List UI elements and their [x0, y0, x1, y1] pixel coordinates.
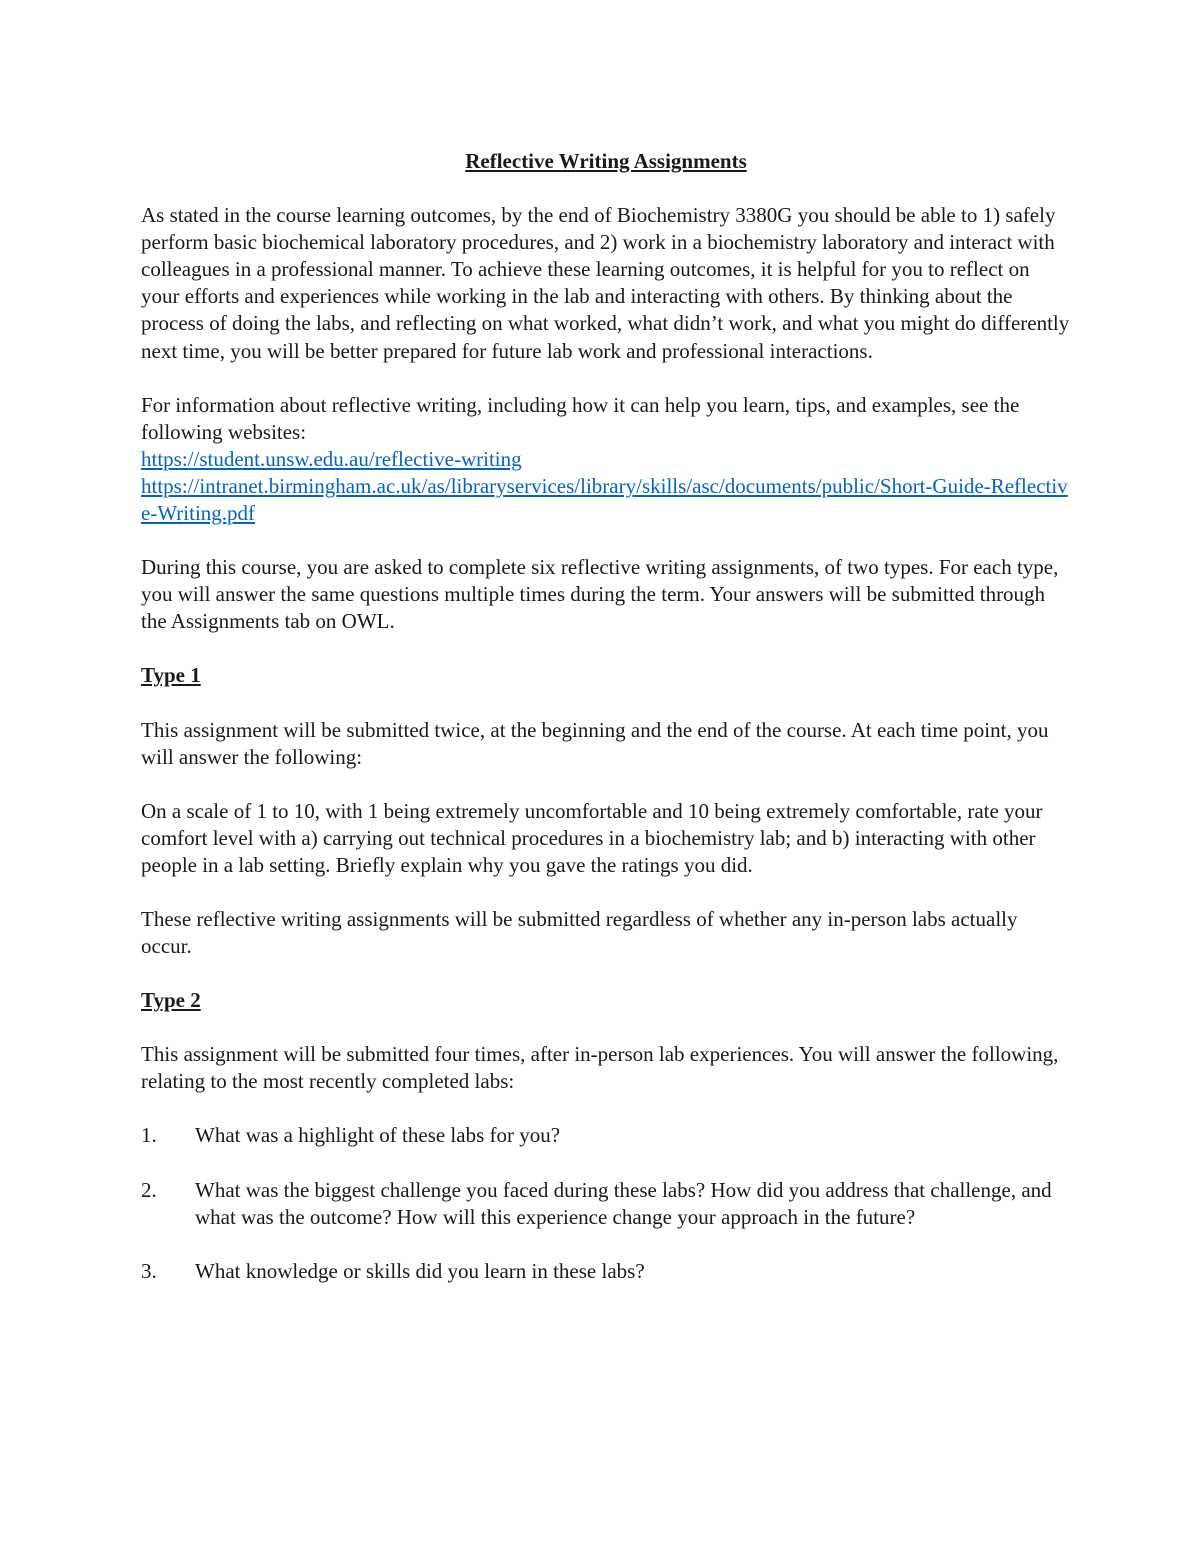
list-item: [141, 1177, 1071, 1231]
type1-heading: Type 1: [141, 663, 201, 688]
document-page: [141, 148, 1071, 1312]
question-text: What knowledge or skills did you learn in these labs?: [195, 1258, 645, 1283]
document-title: Reflective Writing Assignments: [465, 149, 747, 173]
resources-paragraph: [141, 392, 1071, 527]
list-item: [141, 1122, 1071, 1149]
birmingham-link[interactable]: https://intranet.birmingham.ac.uk/as/libraryservices/library/skills/asc/documents/public/Short-Guide-Reflective-Writing.pdf: [141, 473, 1068, 526]
type2-heading: Type 2: [141, 988, 201, 1013]
type1-note: These reflective writing assignments will be submitted regardless of whether any in-person labs actually occur.: [141, 906, 1018, 959]
unsw-link[interactable]: https://student.unsw.edu.au/reflective-writing: [141, 446, 522, 471]
question-number: 2.: [141, 1177, 157, 1202]
type2-question-list: [141, 1122, 1071, 1284]
overview-paragraph: During this course, you are asked to complete six reflective writing assignments, of two types. For each type, you will answer the same questions multiple times during the term. Your answers will be submitted through the Assignments tab on OWL.: [141, 555, 1059, 634]
type1-intro: This assignment will be submitted twice, at the beginning and the end of the course. At each time point, you will answer the following:: [141, 717, 1049, 769]
list-item: [141, 1258, 1071, 1285]
intro-paragraph: As stated in the course learning outcomes, by the end of Biochemistry 3380G you should be able to 1) safely perform basic biochemical laboratory procedures, and 2) work in a biochemistry laboratory and interact with colleagues in a professional manner. To achieve these learning outcomes, it is helpful for you to reflect on your efforts and experiences while working in the lab and interacting with others. By thinking about the process of doing the labs, and reflecting on what worked, what didn’t work, and what you might do differently next time, you will be better prepared for future lab work and professional interactions.: [141, 203, 1070, 363]
question-number: 1.: [141, 1123, 157, 1148]
question-text: What was a highlight of these labs for you?: [195, 1123, 561, 1148]
type2-intro: This assignment will be submitted four times, after in-person lab experiences. You will answer the following, relating to the most recently completed labs:: [141, 1042, 1059, 1094]
type1-question: On a scale of 1 to 10, with 1 being extremely uncomfortable and 10 being extremely comfortable, rate your comfort level with a) carrying out technical procedures in a biochemistry lab; and b) interacting with other people in a lab setting. Briefly explain why you gave the ratings you did.: [141, 798, 1043, 877]
question-text: What was the biggest challenge you faced during these labs? How did you address that challenge, and what was the outcome? How will this experience change your approach in the future?: [195, 1177, 1052, 1229]
resources-text: For information about reflective writing, including how it can help you learn, tips, and examples, see the following websites:: [141, 392, 1020, 444]
question-number: 3.: [141, 1258, 157, 1283]
